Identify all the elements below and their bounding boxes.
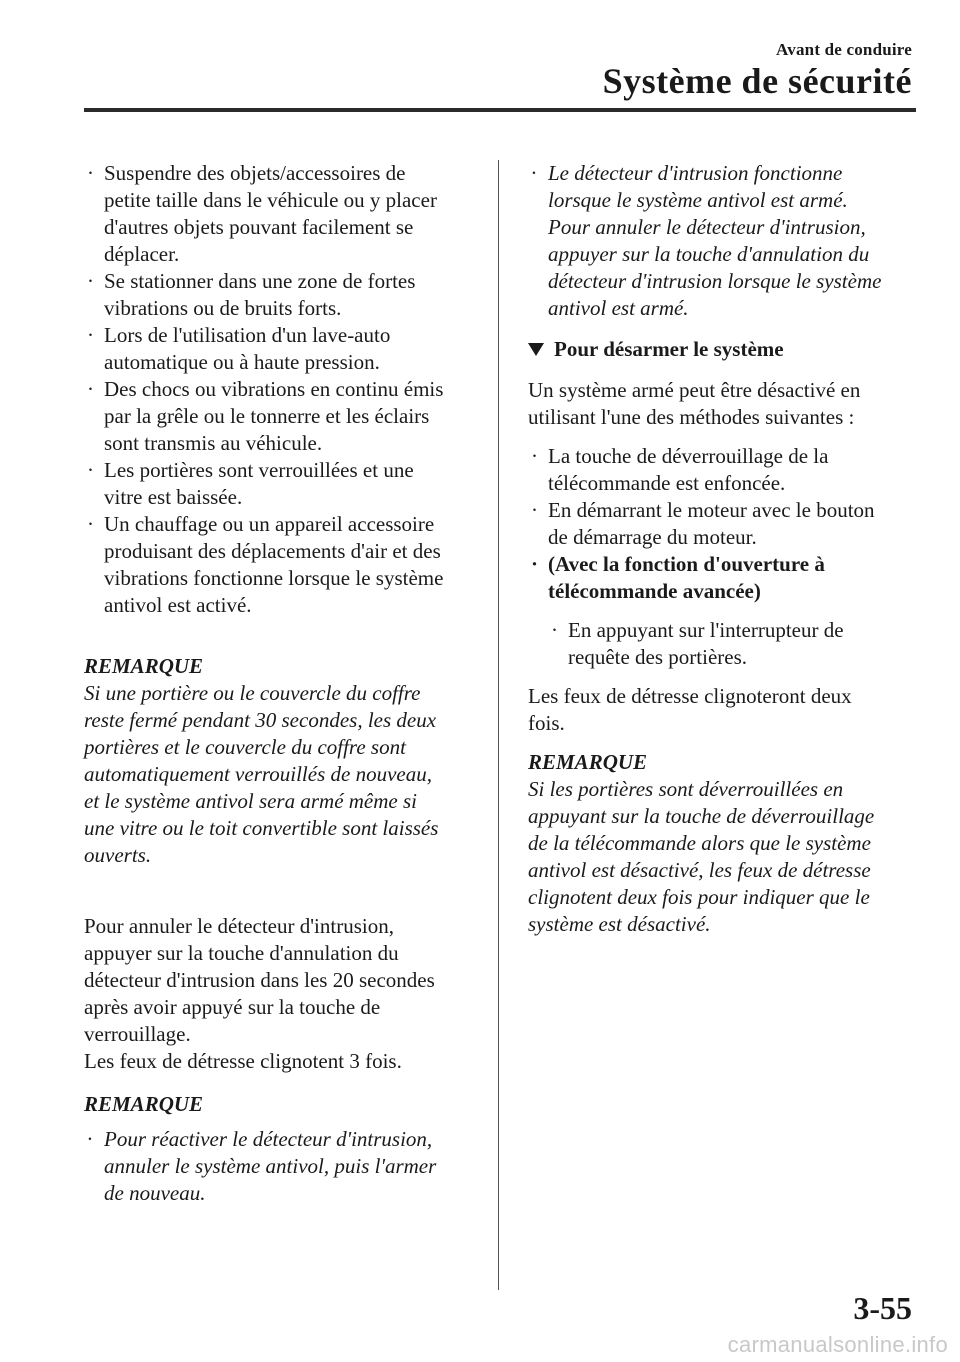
- column-divider: [498, 160, 499, 1290]
- list-item: · Des chocs ou vibrations en continu émis par la grêle ou le tonnerre et les éclairs sont transmis au véhicule.: [87, 377, 444, 455]
- bullet-dot: ·: [87, 377, 94, 401]
- bullet-dot: ·: [531, 444, 538, 468]
- hazard-paragraph: Les feux de détresse clignoteront deux fois.: [528, 684, 852, 735]
- note-title: REMARQUE: [84, 654, 204, 678]
- triangle-down-icon: [528, 343, 544, 356]
- list-item: · Lors de l'utilisation d'un lave-auto automatique ou à haute pression.: [87, 323, 391, 374]
- bullet-dot: ·: [87, 323, 94, 347]
- note-block: REMARQUE Si les portières sont déverrouillées en appuyant sur la touche de déverrouillage de la télécommande alors que le système antivol est désactivé, les feux de détresse clignotent deux fois pour indiquer que le système est désactivé.: [528, 749, 918, 938]
- list-item: · Le détecteur d'intrusion fonctionne lorsque le système antivol est armé. Pour annuler le détecteur d'intrusion, appuyer sur la touche d'annulation du détecteur d'intrusion lorsque le système antivol est armé.: [531, 161, 882, 320]
- note-block: REMARQUE Si une portière ou le couvercle du coffre reste fermé pendant 30 secondes, les deux portières et le couvercle du coffre sont automatiquement verrouillés de nouveau, et le système antivol sera armé même si une vitre ou le toit convertible sont laissés ouverts.: [84, 653, 474, 869]
- bullet-dot: ·: [87, 1127, 93, 1151]
- list-item: · Un chauffage ou un appareil accessoire produisant des déplacements d'air et des vibrations fonctionne lorsque le système antivol est activé.: [87, 512, 444, 617]
- left-column: [84, 160, 474, 1207]
- bullet-dot: ·: [551, 618, 558, 642]
- note-title: REMARQUE: [84, 1092, 204, 1116]
- section-heading: Pour désarmer le système: [528, 336, 918, 363]
- bullet-dot: ·: [531, 498, 538, 522]
- cancel-paragraph: Pour annuler le détecteur d'intrusion, appuyer sur la touche d'annulation du détecteur d'intrusion dans les 20 secondes après avoir appuyé sur la touche de verrouillage. Les feux de détresse clignotent 3 fois.: [84, 914, 435, 1073]
- chapter-label: Avant de conduire: [776, 40, 912, 59]
- list-item: · Se stationner dans une zone de fortes vibrations ou de bruits forts.: [87, 269, 416, 320]
- watermark: carmanualsonline.info: [727, 1332, 948, 1357]
- list-item: · En démarrant le moteur avec le bouton de démarrage du moteur.: [531, 498, 875, 549]
- bullet-dot: ·: [87, 512, 94, 536]
- bullet-dot: ·: [87, 458, 94, 482]
- list-item: · La touche de déverrouillage de la télécommande est enfoncée.: [531, 444, 829, 495]
- methods-list: [528, 443, 918, 671]
- list-item: · En appuyant sur l'interrupteur de requête des portières.: [551, 618, 844, 669]
- bullet-dot: ·: [87, 269, 94, 293]
- list-item: · Suspendre des objets/accessoires de petite taille dans le véhicule ou y placer d'autres objets pouvant facilement se déplacer.: [87, 161, 437, 266]
- note-block: [84, 1091, 474, 1207]
- bullet-list: [84, 160, 474, 619]
- note-title: REMARQUE: [528, 750, 648, 774]
- bullet-dot: ·: [531, 552, 539, 576]
- right-column: [528, 160, 918, 938]
- bullet-dot: ·: [87, 161, 94, 185]
- header-rule: [84, 108, 916, 112]
- list-item: · (Avec la fonction d'ouverture à télécommande avancée): [531, 552, 825, 603]
- intro-paragraph: Un système armé peut être désactivé en utilisant l'une des méthodes suivantes :: [528, 378, 861, 429]
- bullet-dot: ·: [531, 161, 537, 185]
- page-title: Système de sécurité: [602, 61, 912, 101]
- page-number: 3-55: [853, 1290, 912, 1326]
- list-item: · Pour réactiver le détecteur d'intrusion, annuler le système antivol, puis l'armer de nouveau.: [87, 1127, 437, 1205]
- list-item: · Les portières sont verrouillées et une vitre est baissée.: [87, 458, 414, 509]
